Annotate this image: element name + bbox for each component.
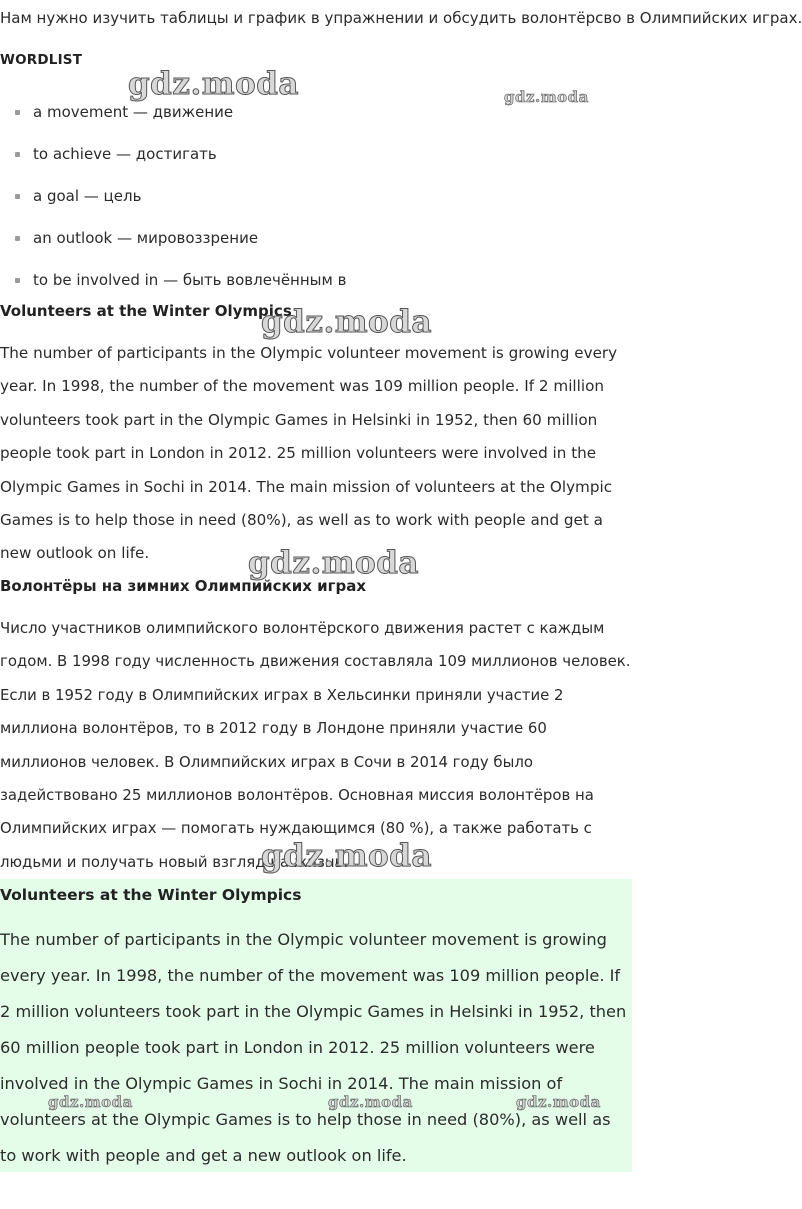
- word-entry: to achieve — достигать: [33, 145, 217, 163]
- watermark-logo: gdz.moda: [516, 1093, 601, 1111]
- answer-paragraph: The number of participants in the Olympic volunteer movement is growing every year. In 1998, the number of the movement was 109 million people. If 2 million volunteers took part in the Olympic Games in Helsinki in 1952, then 60 million people took part in London in 2012. 25 million volunteers were involved in the Olympic Games in Sochi in 2014. The main mission of volunteers at the Olympic Games is to help those in need (80%), as well as to work with people and get a new outlook on life.: [0, 930, 627, 1165]
- intro-text: Нам нужно изучить таблицы и график в упражнении и обсудить волонтёрсво в Олимпийских играх.: [0, 9, 802, 27]
- bullet-icon: [15, 194, 20, 199]
- wordlist: [0, 92, 346, 302]
- watermark-logo: gdz.moda: [128, 66, 299, 102]
- bullet-icon: [15, 110, 20, 115]
- list-item: [0, 176, 346, 218]
- russian-paragraph: Число участников олимпийского волонтёрского движения растет с каждым годом. В 1998 году численность движения составляла 109 миллионов человек. Если в 1952 году в Олимпийских играх в Хельсинки приняли участие 2 миллиона волонтёров, то в 2012 году в Лондоне приняли участие 60 миллионов человек. В Олимпийских играх в Сочи в 2014 году было задействовано 25 миллионов волонтёров. Основная миссия волонтёров на Олимпийских играх — помогать нуждающимся (80 %), а также работать с людьми и получать новый взгляд на жизнь.: [0, 619, 631, 871]
- watermark-logo: gdz.moda: [261, 838, 432, 874]
- wordlist-title: WORDLIST: [0, 52, 83, 68]
- list-item: [0, 92, 346, 134]
- watermark-logo: gdz.moda: [504, 88, 589, 106]
- russian-title: Волонтёры на зимних Олимпийских играх: [0, 577, 367, 595]
- word-entry: a movement — движение: [33, 103, 234, 121]
- watermark-logo: gdz.moda: [261, 304, 432, 340]
- list-item: [0, 260, 346, 302]
- word-entry: to be involved in — быть вовлечённым в: [33, 271, 347, 289]
- english-paragraph: The number of participants in the Olympic volunteer movement is growing every year. In 1998, the number of the movement was 109 million people. If 2 million volunteers took part in the Olympic Games in Helsinki in 1952, then 60 million people took part in London in 2012. 25 million volunteers were involved in the Olympic Games in Sochi in 2014. The main mission of volunteers at the Olympic Games is to help those in need (80%), as well as to work with people and get a new outlook on life.: [0, 344, 618, 563]
- bullet-icon: [15, 236, 20, 241]
- english-title: Volunteers at the Winter Olympics: [0, 302, 292, 320]
- bullet-icon: [15, 152, 20, 157]
- word-entry: an outlook — мировоззрение: [33, 229, 259, 247]
- answer-title: Volunteers at the Winter Olympics: [0, 886, 302, 904]
- watermark-logo: gdz.moda: [328, 1093, 413, 1111]
- list-item: [0, 134, 346, 176]
- list-item: [0, 218, 346, 260]
- watermark-logo: gdz.moda: [248, 545, 419, 581]
- watermark-logo: gdz.moda: [48, 1093, 133, 1111]
- bullet-icon: [15, 278, 20, 283]
- word-entry: a goal — цель: [33, 187, 142, 205]
